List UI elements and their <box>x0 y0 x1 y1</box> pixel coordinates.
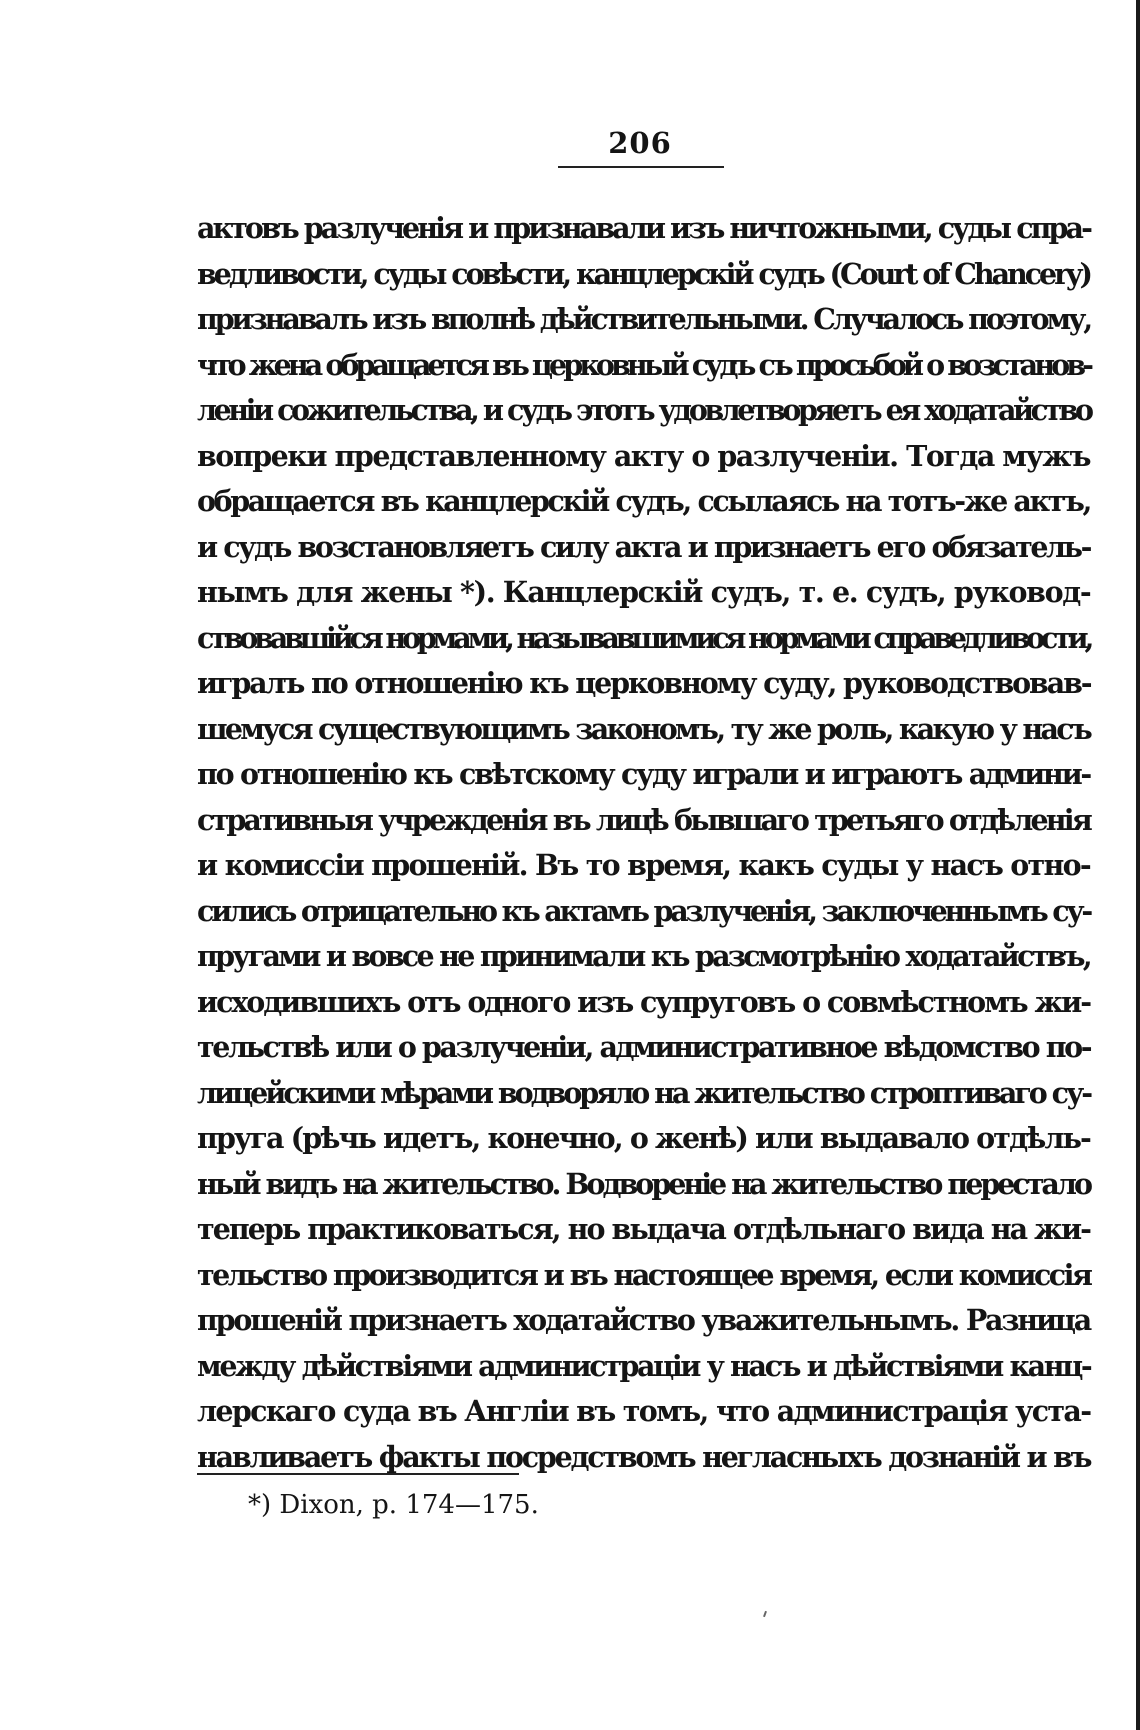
text-line: шемуся существующимъ закономъ, ту же роль, какую у насъ <box>197 711 1090 746</box>
text-line: обращается въ канцлерскій судъ, ссылаясь на тотъ-же актъ, <box>197 484 1090 518</box>
text-line: и судъ возстановляетъ силу акта и признаетъ его обязатель- <box>197 529 1090 564</box>
page-number: 206 <box>608 126 672 160</box>
text-line: исходившихъ отъ одного изъ супруговъ о совмѣстномъ жи- <box>197 984 1090 1019</box>
text-line: по отношенію къ свѣтскому суду играли и играютъ админи- <box>197 757 1090 791</box>
text-line: игралъ по отношенію къ церковному суду, руководствовав- <box>197 666 1091 700</box>
text-line: тельствѣ или о разлученіи, административное вѣдомство по- <box>197 1030 1091 1064</box>
text-line: признавалъ изъ вполнѣ дѣйствительными. Случалось поэтому, <box>197 302 1090 336</box>
text-line: пруга (рѣчь идетъ, конечно, о женѣ) или выдавало отдѣль- <box>197 1121 1090 1155</box>
text-line: сились отрицательно къ актамъ разлученія, заключеннымъ су- <box>197 893 1091 928</box>
text-line: прошеній признаетъ ходатайство уважительнымъ. Разница <box>197 1303 1090 1337</box>
text-line: ный видъ на жительство. Водвореніе на жительство перестало <box>197 1166 1090 1201</box>
page-number-rule <box>558 166 724 168</box>
text-line: лерскаго суда въ Англіи въ томъ, что администрація уста- <box>197 1394 1091 1428</box>
text-line: вопреки представленному акту о разлученіи. Тогда мужъ <box>197 438 1090 473</box>
footnote: *) Dixon, p. 174—175. <box>248 1490 539 1520</box>
text-line: тельство производится и въ настоящее время, если комиссія <box>197 1257 1091 1292</box>
print-speck <box>763 1611 767 1617</box>
text-line: лицейскими мѣрами водворяло на жительство строптиваго су- <box>197 1075 1090 1110</box>
text-line: навливаетъ факты посредствомъ негласныхъ дознаній и въ <box>197 1439 1091 1474</box>
text-line: между дѣйствіями администраціи у насъ и дѣйствіями канц- <box>197 1348 1091 1383</box>
text-line: теперь практиковаться, но выдача отдѣльнаго вида на жи- <box>197 1212 1090 1246</box>
text-line: актовъ разлученія и признавали изъ ничтожными, суды спра- <box>197 211 1090 245</box>
text-line: нымъ для жены *). Канцлерскій судъ, т. е. судъ, руковод- <box>197 575 1091 609</box>
text-line: и комиссіи прошеній. Въ то время, какъ суды у насъ отно- <box>197 848 1090 882</box>
text-line: стративныя учрежденія въ лицѣ бывшаго третьяго отдѣленія <box>197 802 1090 837</box>
text-line: ствовавшійся нормами, называвшимися нормами справедливости, <box>197 620 1091 655</box>
text-line: что жена обращается въ церковный судъ съ просьбой о возстанов- <box>197 347 1091 382</box>
text-line: пругами и вовсе не принимали къ разсмотрѣнію ходатайствъ, <box>197 939 1090 973</box>
body-text <box>197 206 1090 1480</box>
text-line: леніи сожительства, и судъ этотъ удовлетворяетъ ея ходатайство <box>197 393 1091 427</box>
text-line: ведливости, суды совѣсти, канцлерскій судъ (Court of Chancery) <box>197 256 1090 291</box>
page-edge-shadow <box>1136 0 1140 1730</box>
footnote-rule <box>197 1473 519 1475</box>
